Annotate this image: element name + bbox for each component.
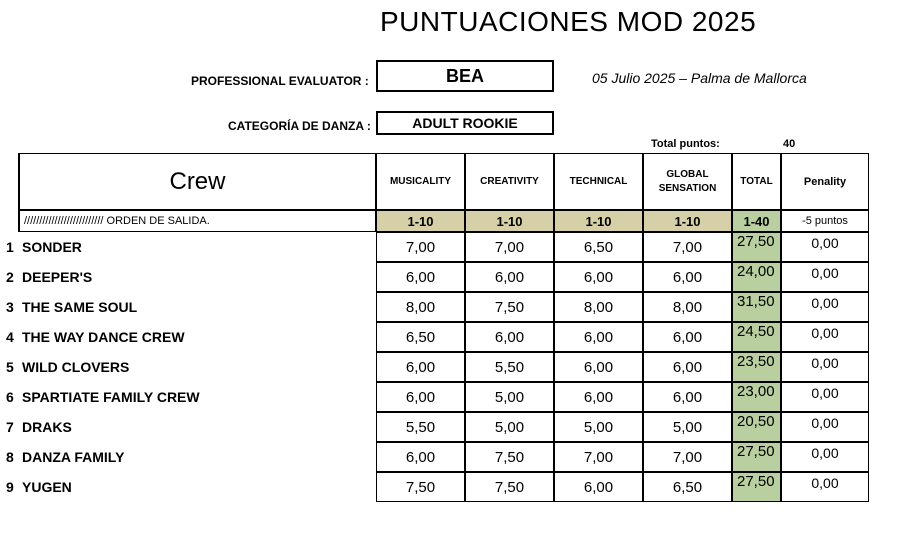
score-musicality[interactable]: 6,00 <box>376 262 465 292</box>
score-creativity[interactable]: 5,00 <box>465 382 554 412</box>
range-global: 1-10 <box>643 210 732 232</box>
header-musicality: MUSICALITY <box>376 153 465 210</box>
range-penalty: -5 puntos <box>781 210 869 232</box>
score-global[interactable]: 8,00 <box>643 292 732 322</box>
score-creativity[interactable]: 7,50 <box>465 442 554 472</box>
row-number: 6 <box>6 389 14 405</box>
score-musicality[interactable]: 8,00 <box>376 292 465 322</box>
score-total[interactable]: 23,00 <box>732 382 781 412</box>
score-total[interactable]: 27,50 <box>732 442 781 472</box>
score-technical[interactable]: 6,00 <box>554 352 643 382</box>
row-number: 7 <box>6 419 14 435</box>
score-penalty[interactable]: 0,00 <box>781 322 869 352</box>
crew-name: THE SAME SOUL <box>22 299 138 315</box>
score-global[interactable]: 7,00 <box>643 442 732 472</box>
score-musicality[interactable]: 5,50 <box>376 412 465 442</box>
score-penalty[interactable]: 0,00 <box>781 382 869 412</box>
score-penalty[interactable]: 0,00 <box>781 472 869 502</box>
score-creativity[interactable]: 6,00 <box>465 322 554 352</box>
score-technical[interactable]: 6,00 <box>554 382 643 412</box>
crew-name: DRAKS <box>22 419 72 435</box>
score-global[interactable]: 6,00 <box>643 262 732 292</box>
score-penalty[interactable]: 0,00 <box>781 232 869 262</box>
header-technical: TECHNICAL <box>554 153 643 210</box>
crew-name: WILD CLOVERS <box>22 359 130 375</box>
header-global-sensation: GLOBAL SENSATION <box>643 153 732 210</box>
score-creativity[interactable]: 7,00 <box>465 232 554 262</box>
score-creativity[interactable]: 5,50 <box>465 352 554 382</box>
score-total[interactable]: 27,50 <box>732 472 781 502</box>
score-total[interactable]: 31,50 <box>732 292 781 322</box>
header-penalty: Penality <box>781 153 869 210</box>
row-number: 5 <box>6 359 14 375</box>
score-technical[interactable]: 6,00 <box>554 262 643 292</box>
total-points-value: 40 <box>783 138 796 150</box>
category-label: CATEGORÍA DE DANZA : <box>228 119 371 133</box>
crew-header: Crew <box>18 153 376 210</box>
row-number: 1 <box>6 239 14 255</box>
score-global[interactable]: 7,00 <box>643 232 732 262</box>
crew-name: YUGEN <box>22 479 72 495</box>
score-musicality[interactable]: 7,50 <box>376 472 465 502</box>
score-musicality[interactable]: 6,50 <box>376 322 465 352</box>
score-technical[interactable]: 6,00 <box>554 472 643 502</box>
score-penalty[interactable]: 0,00 <box>781 412 869 442</box>
page-title: PUNTUACIONES MOD 2025 <box>380 6 757 37</box>
score-technical[interactable]: 6,00 <box>554 322 643 352</box>
score-penalty[interactable]: 0,00 <box>781 292 869 322</box>
crew-name: DANZA FAMILY <box>22 449 125 465</box>
evaluator-name-field[interactable]: BEA <box>376 60 554 92</box>
row-number: 9 <box>6 479 14 495</box>
score-penalty[interactable]: 0,00 <box>781 442 869 472</box>
score-global[interactable]: 6,00 <box>643 382 732 412</box>
score-global[interactable]: 5,00 <box>643 412 732 442</box>
score-technical[interactable]: 8,00 <box>554 292 643 322</box>
date-location: 05 Julio 2025 – Palma de Mallorca <box>592 70 807 86</box>
score-creativity[interactable]: 5,00 <box>465 412 554 442</box>
score-creativity[interactable]: 7,50 <box>465 292 554 322</box>
score-total[interactable]: 24,50 <box>732 322 781 352</box>
range-musicality: 1-10 <box>376 210 465 232</box>
range-technical: 1-10 <box>554 210 643 232</box>
score-global[interactable]: 6,50 <box>643 472 732 502</box>
category-value-field[interactable]: ADULT ROOKIE <box>376 111 554 135</box>
score-musicality[interactable]: 6,00 <box>376 382 465 412</box>
crew-name: SPARTIATE FAMILY CREW <box>22 389 200 405</box>
score-penalty[interactable]: 0,00 <box>781 352 869 382</box>
score-technical[interactable]: 6,50 <box>554 232 643 262</box>
range-creativity: 1-10 <box>465 210 554 232</box>
header-creativity: CREATIVITY <box>465 153 554 210</box>
crew-name: THE WAY DANCE CREW <box>22 329 185 345</box>
evaluator-label: PROFESSIONAL EVALUATOR : <box>191 74 369 88</box>
header-total: TOTAL <box>732 153 781 210</box>
row-number: 3 <box>6 299 14 315</box>
row-number: 2 <box>6 269 14 285</box>
row-number: 4 <box>6 329 14 345</box>
score-creativity[interactable]: 6,00 <box>465 262 554 292</box>
score-total[interactable]: 27,50 <box>732 232 781 262</box>
score-technical[interactable]: 7,00 <box>554 442 643 472</box>
row-number: 8 <box>6 449 14 465</box>
range-total: 1-40 <box>732 210 781 232</box>
score-global[interactable]: 6,00 <box>643 352 732 382</box>
score-musicality[interactable]: 6,00 <box>376 352 465 382</box>
score-global[interactable]: 6,00 <box>643 322 732 352</box>
crew-name: SONDER <box>22 239 82 255</box>
score-technical[interactable]: 5,00 <box>554 412 643 442</box>
score-musicality[interactable]: 6,00 <box>376 442 465 472</box>
score-penalty[interactable]: 0,00 <box>781 262 869 292</box>
score-musicality[interactable]: 7,00 <box>376 232 465 262</box>
total-points-label: Total puntos: <box>651 138 720 150</box>
score-creativity[interactable]: 7,50 <box>465 472 554 502</box>
score-total[interactable]: 23,50 <box>732 352 781 382</box>
order-label: ////////////////////////// ORDEN DE SALIDA. <box>18 210 376 232</box>
crew-name: DEEPER'S <box>22 269 93 285</box>
score-total[interactable]: 20,50 <box>732 412 781 442</box>
score-total[interactable]: 24,00 <box>732 262 781 292</box>
